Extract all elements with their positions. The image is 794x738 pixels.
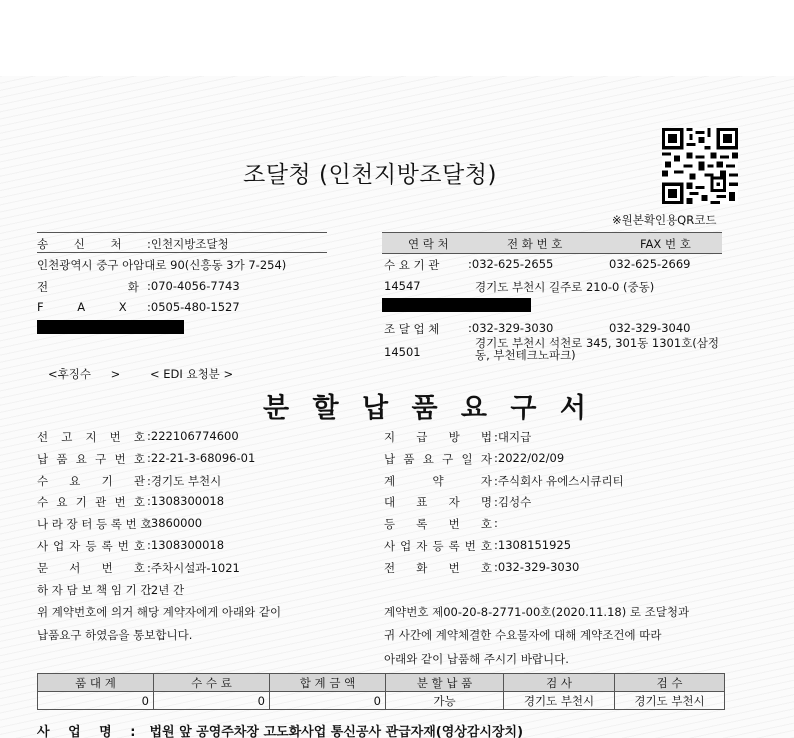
summary-table [37, 673, 725, 710]
notice-right-line-2: 귀 사간에 계약체결한 수요물자에 대해 계약조건에 따라 [384, 628, 662, 642]
inspection-value: 경기도 부천시 [504, 692, 615, 710]
field-label: 선 고 지 번 호 [37, 430, 145, 444]
summary-header-cell: 검 수 [615, 674, 725, 692]
field-value: :대지급 [494, 430, 532, 444]
goods-total-value: 0 [38, 692, 154, 710]
field-label: 하 자 담 보 책 임 기 간 [37, 583, 152, 597]
supplier-address [475, 337, 719, 361]
field-value: :1308300018 [147, 494, 225, 508]
supplier-fax: 032-329-3040 [609, 321, 691, 335]
field-value: :22-21-3-68096-01 [147, 451, 256, 465]
field-label: 납 품 요 구 번 호 [37, 452, 145, 466]
sender-address: 인천광역시 중구 아암대로 90(신흥동 3가 7-254) [37, 258, 287, 272]
acceptance-value: 경기도 부천시 [615, 692, 725, 710]
field-value: :주차시설과-1021 [147, 561, 240, 575]
contacts-header-1: 연 락 처 [408, 237, 449, 251]
demand-org-fax: 032-625-2669 [609, 257, 691, 271]
field-value: :주식회사 유에스시큐리티 [494, 474, 624, 488]
field-value: :032-329-3030 [494, 560, 580, 574]
qr-caption: ※원본확인용QR코드 [612, 213, 717, 227]
demand-org-address: 경기도 부천시 길주로 210-0 (중동) [475, 280, 655, 294]
contacts-header [382, 232, 722, 254]
field-label: 사 업 자 등 록 번 호 [37, 539, 145, 553]
sender-phone: :070-4056-7743 [147, 279, 240, 293]
field-label: 문 서 번 호 [37, 561, 145, 575]
business-name-label: 사 업 명 : [37, 725, 136, 738]
demand-org-phone: :032-625-2655 [468, 257, 554, 271]
sender-name: :인천지방조달청 [147, 237, 229, 251]
sender-phone-label: 전 화 [37, 280, 139, 294]
field-value: :경기도 부천시 [147, 474, 222, 488]
summary-header-cell: 분 할 납 품 [386, 674, 504, 692]
field-value: : [494, 516, 498, 530]
contacts-header-3: FAX 번 호 [640, 237, 691, 251]
field-label: 지 급 방 법 [384, 430, 492, 444]
field-label: 수 요 기 관 번 호 [37, 495, 145, 509]
document-title: 분 할 납 품 요 구 서 [263, 393, 593, 424]
field-label: 등 록 번 호 [384, 517, 492, 531]
redaction-bar [382, 298, 531, 312]
sender-fax: :0505-480-1527 [147, 300, 240, 314]
split-delivery-value: 가능 [386, 692, 504, 710]
sender-top-line [37, 232, 327, 233]
field-value: :3860000 [147, 516, 203, 530]
business-name [37, 721, 523, 738]
field-value: :2022/02/09 [494, 451, 565, 465]
field-label: 전 화 번 호 [384, 561, 492, 575]
summary-value-row [38, 692, 725, 710]
field-label: 계 약 자 [384, 474, 492, 488]
business-name-value: 법원 앞 공영주차장 고도화사업 통신공사 관급자재(영상감시장치) [149, 725, 524, 738]
field-label: 나 라 장 터 등 록 번 호 [37, 517, 152, 531]
contacts-header-2: 전 화 번 호 [507, 237, 563, 251]
demand-org-zip: 14547 [384, 279, 421, 293]
notice-right-line-3: 아래와 같이 납품해 주시기 바랍니다. [384, 652, 569, 666]
field-label: 사 업 자 등 록 번 호 [384, 539, 492, 553]
summary-header-cell: 검 사 [504, 674, 615, 692]
supplier-address-line-2: 동, 부천테크노파크) [475, 348, 576, 362]
field-label: 대 표 자 명 [384, 495, 492, 509]
supplier-label: 조 달 업 체 [384, 322, 440, 336]
total-amount-value: 0 [270, 692, 386, 710]
notice-left-line-1: 위 계약번호에 의거 해당 계약자에게 아래와 같이 [37, 605, 282, 619]
fee-value: 0 [154, 692, 270, 710]
field-value: :1308300018 [147, 538, 225, 552]
sender-header-line [37, 252, 327, 253]
tag-post-collection: <후징수 > [48, 367, 121, 381]
tag-edi-request: < EDI 요청분 > [150, 367, 234, 381]
supplier-address-line-1: 경기도 부천시 석천로 345, 301동 1301호(삼정 [475, 336, 720, 350]
summary-header-cell: 수 수 료 [154, 674, 270, 692]
field-value: :2년 간 [147, 583, 185, 597]
notice-left-line-2: 납품요구 하였음을 통보합니다. [37, 628, 193, 642]
qr-code-icon [662, 128, 738, 204]
field-label: 납 품 요 구 일 자 [384, 452, 492, 466]
demand-org-label: 수 요 기 관 [384, 258, 440, 272]
sender-fax-label: F A X [37, 300, 127, 314]
summary-header-cell: 품 대 계 [38, 674, 154, 692]
sender-label: 송 신 처 [37, 237, 122, 251]
agency-title: 조달청 (인천지방조달청) [243, 162, 497, 188]
supplier-zip: 14501 [384, 345, 421, 359]
redaction-bar [37, 320, 184, 334]
supplier-phone: :032-329-3030 [468, 321, 554, 335]
summary-header-cell: 합 계 금 액 [270, 674, 386, 692]
field-value: :1308151925 [494, 538, 572, 552]
notice-right-line-1: 계약번호 제00-20-8-2771-00호(2020.11.18) 로 조달청과 [384, 605, 690, 619]
field-value: :김성수 [494, 495, 532, 509]
field-label: 수 요 기 관 [37, 474, 145, 488]
summary-header-row [38, 674, 725, 692]
field-value: :222106774600 [147, 429, 239, 443]
